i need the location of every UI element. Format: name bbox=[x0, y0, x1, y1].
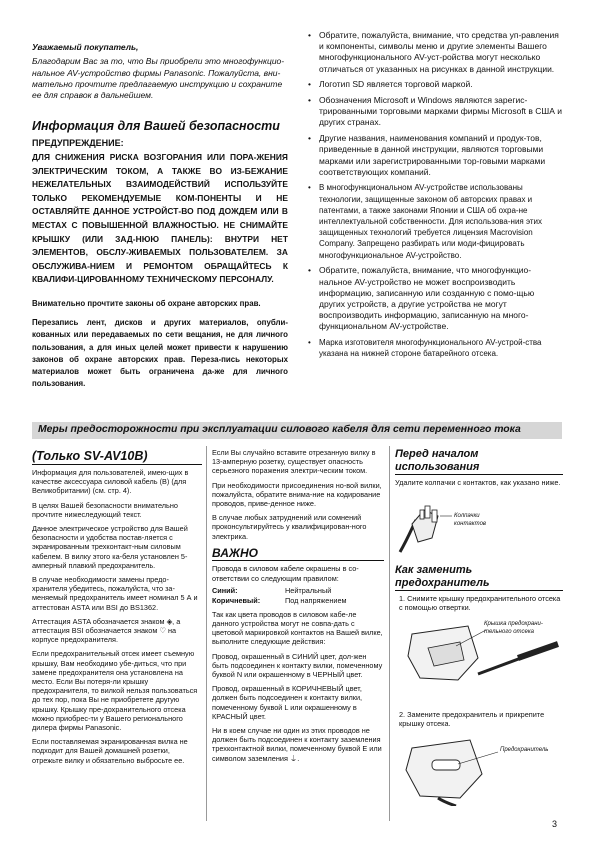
copyright-note: Внимательно прочтите законы об охране авторских прав. bbox=[32, 298, 261, 308]
fuse-heading: Как заменить предохранитель bbox=[395, 564, 563, 591]
warning-text: ДЛЯ СНИЖЕНИЯ РИСКА ВОЗГОРАНИЯ ИЛИ ПОРА-ЖЕНИЯ ЭЛЕКТРИЧЕСКИМ ТОКОМ, А ТАКЖЕ ВО ИЗ-БЕЖАНИЕ НЕЖЕЛАТЕЛЬНЫХ ВЗАИМОДЕЙСТВИЙ ИСПОЛЬЗУЙТЕ ТОЛЬКО РЕКОМЕНДУЕМЫЕ КОМ-ПОНЕНТЫ И НЕ ОСТАВЛЯЙТЕ ДАННОЕ УСТРОЙСТ-ВО ПОД ДОЖДЕМ ИЛИ В МЕСТАХ С ПОВЫШЕННОЙ ВЛАЖНОСТЬЮ. НЕ СНИМАЙТЕ КРЫШКУ (ИЛИ ЗАД-НЮЮ ПАНЕЛЬ): ВНУТРИ НЕТ ЭЛЕМЕНТОВ, ОБСЛУ-ЖИВАЕМЫХ ПОЛЬЗОВАТЕЛЕМ. ЗА ОБСЛУЖИВА-НИЕМ И РЕМОНТОМ ОБРАЩАЙТЕСЬ К КВАЛИФИ-ЦИРОВАННОМУ ТЕХНИЧЕСКОМУ ПЕРСОНАЛУ. bbox=[32, 152, 288, 285]
list-item: • Марка изготовителя многофункционального AV-устрой-ства указана на нижней стороне батарейного отсека. bbox=[308, 337, 562, 359]
wire-row bbox=[212, 586, 384, 596]
paragraph: Удалите колпачки с контактов, как указано ниже. bbox=[395, 478, 561, 487]
paragraph: В целях Вашей безопасности внимательно прочтите нижеследующий текст. bbox=[32, 500, 178, 519]
paragraph: В случае необходимости замены предо-хранителя убедитесь, пожалуйста, что за-меняемый предохранитель имеет номинал 5 А и аттестован ASTA или BSI до BS1362. bbox=[32, 575, 198, 612]
list-item: • Обратите, пожалуйста, внимание, что многофункцио-нальное AV-устройство не может воспроизводить информацию, записанную или созданную с помо-щью других устройств, а другие устройства не могут воспроизводить информацию, записанную на много-функциональном AV-устройстве. bbox=[308, 265, 562, 332]
power-cord-col2 bbox=[212, 448, 384, 763]
paragraph: Данное электрическое устройство для Вашей безопасности и удобства постав-ляется с экранированным трехконтакт-ным силовым кабелем. В вилку этого ка-беля установлен 5-амперный плавкий предохранитель. bbox=[32, 524, 188, 570]
paragraph: Так как цвета проводов в силовом кабе-ле данного устройства могут не совпа-дать с цветовой маркировкой контактов на Вашей вилке, выполните следующие действия: bbox=[212, 609, 383, 647]
paragraph: Информация для пользователей, имею-щих в качестве аксессуара силовой кабель (B) (для Великобритании) (см. стр. 4). bbox=[32, 468, 189, 496]
plug-icon bbox=[398, 498, 562, 558]
paragraph: Если предохранительный отсек имеет съемную крышку, Вам необходимо убе-диться, что при замене предохранителя она установлена на место. Если Вы потеря-ли крышку предохранителя, то вилкой нельзя пользоваться до тех пор, пока Вы не приобретете другую крышку. Крышку пре-дохранительного отсека можно приобрес-ти у Вашего регионального дилера фирмы Panasonic. bbox=[32, 649, 198, 733]
fuse-section bbox=[395, 564, 563, 612]
paragraph: В случае любых затруднений или сомнений проконсультируйтесь у квалифицирован-ного электрика. bbox=[212, 513, 367, 541]
wire-row bbox=[212, 596, 384, 606]
caps-label: Колпачки контактов bbox=[454, 513, 487, 527]
wire-value: Нейтральный bbox=[285, 585, 332, 595]
fuse-label: Предохранитель bbox=[500, 747, 549, 753]
list-item: • В многофункциональном AV-устройстве использованы технологии, защищенные законом об авторских правах и патентами, а также законами Японии и США об охра-не интеллектуальной собственности. Для использова-ния этих защищенных технологий требуется лицензия Macrovision Company. Запрещено разбирать или моди-фицировать многофункциональное AV-устройство. bbox=[308, 182, 562, 260]
section-band bbox=[32, 422, 562, 439]
important-heading: ВАЖНО bbox=[212, 547, 384, 562]
column-divider bbox=[206, 446, 207, 821]
cover-label: Крышка предохрани-тельного отсека bbox=[484, 621, 543, 635]
wire-label: Синий: bbox=[212, 585, 238, 595]
plug-caps-illustration bbox=[398, 498, 562, 558]
safety-heading: Информация для Вашей безопасности bbox=[32, 119, 280, 133]
paragraph: Аттестация ASTA обозначается знаком ◈, а аттестация BSI обозначается знаком ♡ на корпусе предохранителя. bbox=[32, 616, 181, 645]
fuse-cover-illustration bbox=[398, 618, 562, 690]
paragraph: При необходимости присоединения но-вой вилки, пожалуйста, обратите внима-ние на кодирование проводов, приве-денное ниже. bbox=[212, 480, 382, 509]
paragraph: Ни в коем случае ни один из этих проводов не должен быть подсоединен к контакту заземления трехконтактной вилки, помеченному буквой Е или символом заземления ⏚. bbox=[212, 725, 382, 763]
step-2-block bbox=[395, 710, 563, 728]
step-1: 1. Снимите крышку предохранительного отсека с помощью отвертки. bbox=[399, 594, 561, 613]
notes-list bbox=[308, 30, 562, 364]
paragraph: Если поставляемая экранированная вилка не подходит для Вашей домашней розетки, отрежьте вилку и обязательно выбросьте ее. bbox=[32, 737, 188, 765]
column-divider bbox=[389, 446, 390, 821]
model-heading: (Только SV-AV10B) bbox=[32, 449, 202, 465]
before-use-heading: Перед началом использования bbox=[395, 448, 563, 475]
band-title: Меры предосторожности при эксплуатации силового кабеля для сети переменного тока bbox=[38, 424, 521, 435]
wire-value: Под напряжением bbox=[285, 595, 347, 605]
list-item: • Другие названия, наименования компаний и продук-тов, приведенные в данной инструкции, являются торговыми марками или зарегистрированными тор-говыми марками соответствующих компаний. bbox=[308, 133, 562, 178]
paragraph: Если Вы случайно вставите отрезанную вилку в 13-амперную розетку, существует опасность серьезного поражения электри-ческим током. bbox=[212, 448, 376, 476]
warning-title: ПРЕДУПРЕЖДЕНИЕ: bbox=[32, 138, 124, 148]
paragraph: Провод, окрашенный в КОРИЧНЕВЫЙ цвет, должен быть подсоединен к контакту вилки, помеченному буквой L или окрашенному в КРАСНЫЙ цвет. bbox=[212, 684, 363, 721]
greeting: Уважаемый покупатель, bbox=[32, 42, 139, 52]
important-intro: Провода в силовом кабеле окрашены в со-ответствии со следующим правилом: bbox=[212, 564, 359, 583]
fuse-plug-icon bbox=[398, 734, 562, 806]
step-2: 2. Замените предохранитель и прикрепите крышку отсека. bbox=[399, 710, 545, 729]
paragraph: Провод, окрашенный в СИНИЙ цвет, дол-жен быть подсоединен к контакту вилки, помеченному буквой N или окрашенному в ЧЕРНЫЙ цвет. bbox=[212, 651, 383, 679]
intro-block bbox=[32, 42, 288, 101]
intro-text: Благодарим Вас за то, что Вы приобрели это многофункцио-нальное AV-устройство фирмы Panasonic. Пожалуйста, вни-мательно прочтите предлагаемую инструкцию и сохраните ее для справок в дальнейшем. bbox=[32, 56, 285, 101]
power-cord-col3 bbox=[395, 448, 563, 487]
page-number: 3 bbox=[552, 819, 558, 829]
wire-label: Коричневый: bbox=[212, 595, 261, 605]
list-item: • Логотип SD является торговой маркой. bbox=[308, 79, 562, 90]
safety-section bbox=[32, 119, 288, 391]
list-item: • Обозначения Microsoft и Windows являются зарегис-трированными торговыми марками фирмы Microsoft в США и других странах. bbox=[308, 95, 562, 129]
fuse-replace-illustration bbox=[398, 734, 562, 806]
power-cord-col1 bbox=[32, 449, 202, 765]
copyright-text: Перезапись лент, дисков и других материалов, опубли-кованных или передаваемых по сети вещания, не для личного пользования, а для иных целей может привести к нарушению законов об охране авторских прав. Переза-пись некоторых материалов может быть ограничена да-же для личного пользования. bbox=[32, 317, 288, 389]
list-item: • Обратите, пожалуйста, внимание, что средства уп-равления и компоненты, символы меню и другие элементы Вашего многофункционального AV-уст-ройства могут несколько отличаться от указанных на рисунках в данной инструкции. bbox=[308, 30, 562, 75]
